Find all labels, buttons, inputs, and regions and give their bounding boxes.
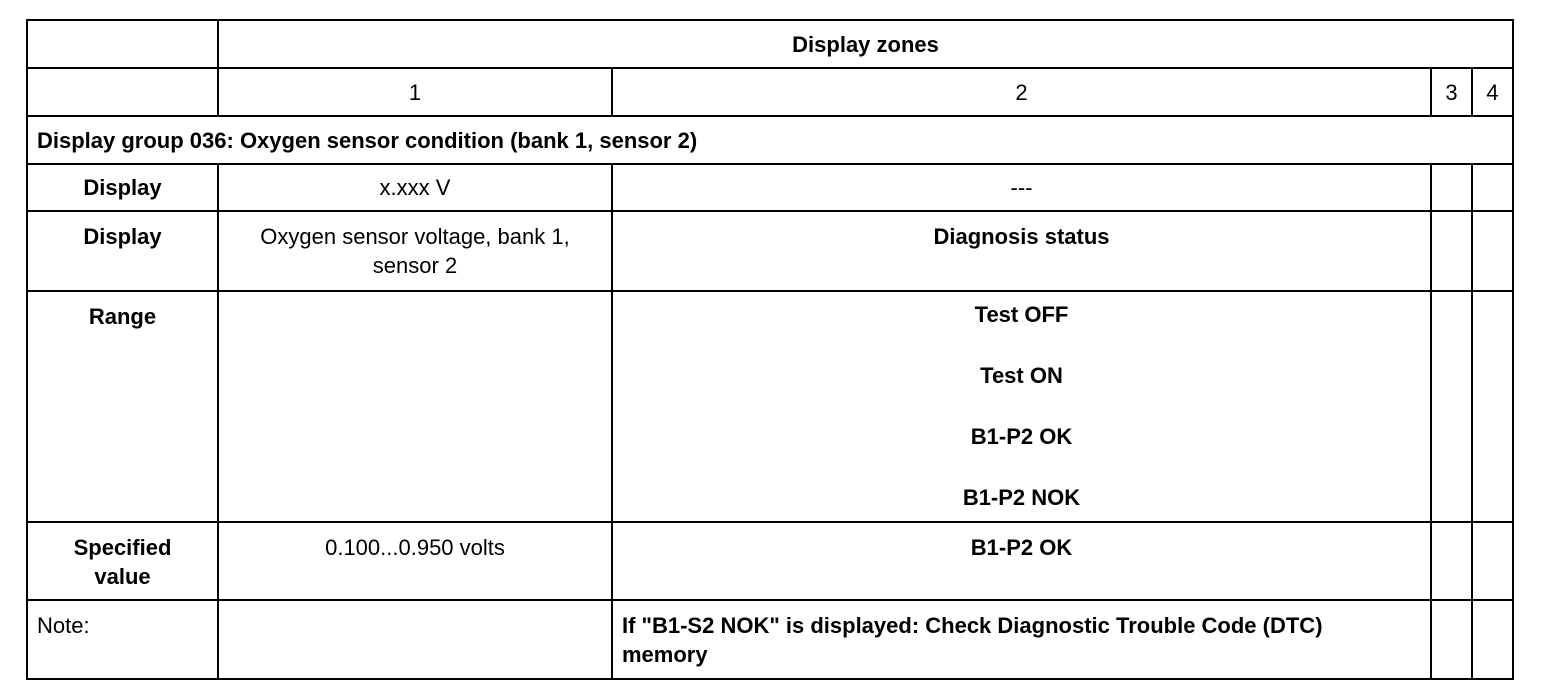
group-title: Display group 036: Oxygen sensor condition (bank 1, sensor 2) bbox=[27, 116, 1513, 164]
zone-4-header: 4 bbox=[1472, 68, 1513, 116]
zone-3-header: 3 bbox=[1431, 68, 1472, 116]
range-item: B1-P2 OK bbox=[970, 424, 1073, 449]
row-label-range: Range bbox=[27, 291, 218, 522]
display-value-row bbox=[27, 164, 1513, 211]
range-row bbox=[27, 291, 1513, 522]
row-label-display: Display bbox=[27, 164, 218, 211]
zone-3-empty bbox=[1431, 522, 1472, 600]
display-name-row bbox=[27, 211, 1513, 291]
group-title-row bbox=[27, 116, 1513, 164]
zone-3-empty bbox=[1431, 291, 1472, 522]
row-label-specified-value: Specified value bbox=[27, 522, 218, 600]
row-label-note: Note: bbox=[27, 600, 218, 679]
empty-corner-cell bbox=[27, 20, 218, 68]
zone-number-row bbox=[27, 68, 1513, 116]
range-item: Test OFF bbox=[974, 302, 1069, 327]
row-label-display-name: Display bbox=[27, 211, 218, 291]
zone-1-header: 1 bbox=[218, 68, 612, 116]
zone-3-empty bbox=[1431, 164, 1472, 211]
zone-3-empty bbox=[1431, 600, 1472, 679]
specified-value-row bbox=[27, 522, 1513, 600]
zone-4-empty bbox=[1472, 291, 1513, 522]
zone-2-range-list bbox=[612, 291, 1431, 522]
zone-4-empty bbox=[1472, 600, 1513, 679]
zone-2-note-text: If "B1-S2 NOK" is displayed: Check Diagnostic Trouble Code (DTC) memory bbox=[612, 600, 1431, 679]
zone-2-display-name: Diagnosis status bbox=[612, 211, 1431, 291]
zone-1-range-empty bbox=[218, 291, 612, 522]
zone-2-header: 2 bbox=[612, 68, 1431, 116]
zone-2-display-value: --- bbox=[612, 164, 1431, 211]
header-row bbox=[27, 20, 1513, 68]
zone-1-specified-value: 0.100...0.950 volts bbox=[218, 522, 612, 600]
zone-1-note-empty bbox=[218, 600, 612, 679]
zone-1-display-value: x.xxx V bbox=[218, 164, 612, 211]
zone-4-empty bbox=[1472, 522, 1513, 600]
zone-4-empty bbox=[1472, 211, 1513, 291]
empty-corner-cell-2 bbox=[27, 68, 218, 116]
range-item: B1-P2 NOK bbox=[962, 485, 1081, 510]
display-zones-header: Display zones bbox=[218, 20, 1513, 68]
note-row bbox=[27, 600, 1513, 679]
zone-1-display-name: Oxygen sensor voltage, bank 1, sensor 2 bbox=[218, 211, 612, 291]
display-zones-table bbox=[26, 19, 1514, 680]
range-item: Test ON bbox=[980, 363, 1063, 388]
zone-4-empty bbox=[1472, 164, 1513, 211]
zone-3-empty bbox=[1431, 211, 1472, 291]
zone-2-specified-value: B1-P2 OK bbox=[612, 522, 1431, 600]
